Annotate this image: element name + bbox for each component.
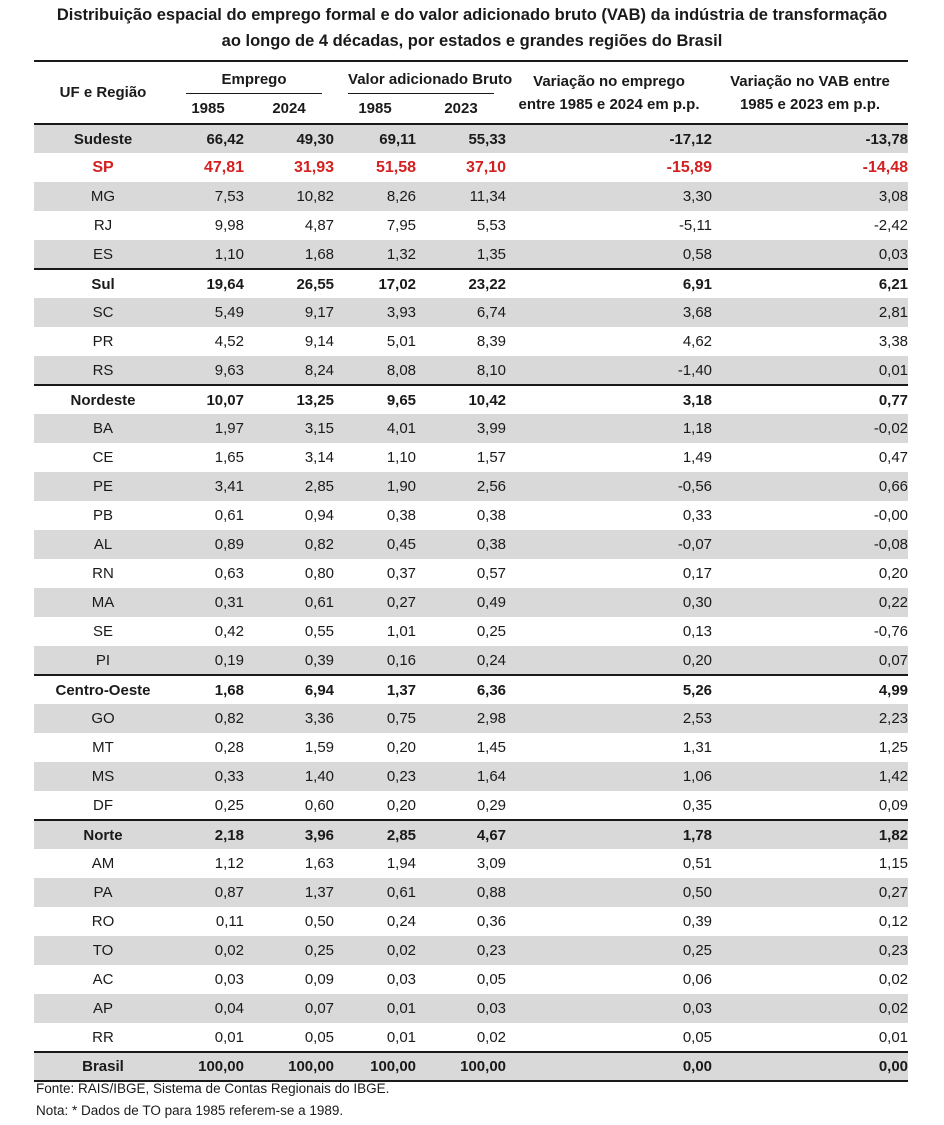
table-row: [34, 356, 908, 385]
table-row: [34, 1023, 908, 1052]
cell-value: 10,42: [468, 391, 507, 409]
cell-value: 10,07: [206, 391, 244, 409]
cell-value: 0,03: [878, 245, 909, 263]
cell-value: -14,48: [862, 158, 909, 176]
row-label: DF: [93, 796, 113, 814]
cell-value: -0,76: [873, 623, 909, 640]
cell-value: 0,24: [386, 913, 417, 930]
table-row: [34, 472, 908, 501]
cell-value: 2,23: [878, 710, 909, 727]
row-label: MG: [90, 188, 116, 205]
cell-value: 6,21: [878, 275, 909, 293]
cell-value: 0,20: [386, 796, 417, 814]
cell-value: 0,05: [682, 1028, 713, 1046]
cell-value: 1,37: [304, 884, 335, 901]
table-row: [34, 878, 908, 907]
table-row: [34, 588, 908, 617]
cell-value: 0,05: [304, 1028, 335, 1046]
cell-value: 1,10: [214, 245, 244, 263]
cell-value: 0,01: [878, 1028, 909, 1046]
row-label: PA: [93, 884, 113, 901]
table-row: [34, 965, 908, 994]
cell-value: 7,95: [386, 217, 417, 234]
table-row: [34, 530, 908, 559]
cell-value: 3,41: [214, 478, 244, 495]
table-body: [34, 124, 908, 1081]
table-row: [34, 559, 908, 588]
row-label: PE: [92, 478, 113, 495]
cell-value: 0,02: [386, 942, 417, 959]
cell-value: 100,00: [198, 1058, 244, 1075]
cell-value: 1,32: [386, 245, 417, 263]
table-row: [34, 414, 908, 443]
cell-value: 0,55: [304, 623, 335, 640]
cell-value: 4,99: [878, 681, 909, 699]
cell-value: 0,02: [878, 1000, 909, 1017]
row-label: RO: [91, 913, 115, 930]
cell-value: 0,25: [304, 942, 335, 959]
cell-value: 0,80: [304, 565, 335, 582]
cell-value: 0,19: [214, 651, 244, 669]
cell-value: 0,23: [386, 768, 417, 785]
cell-value: 3,30: [682, 188, 713, 205]
cell-value: -0,56: [677, 478, 713, 495]
table-row: [34, 791, 908, 820]
cell-value: 0,11: [215, 913, 244, 930]
table-row: [34, 269, 908, 298]
row-label: PB: [92, 507, 113, 524]
cell-value: 0,94: [304, 507, 335, 524]
cell-value: -0,00: [873, 507, 909, 524]
cell-value: 0,02: [476, 1028, 507, 1046]
cell-value: 0,00: [878, 1058, 909, 1075]
cell-value: 8,39: [476, 333, 507, 350]
cell-value: 2,81: [878, 304, 909, 321]
cell-value: 0,12: [878, 913, 909, 930]
table-row: [34, 704, 908, 733]
cell-value: 9,14: [304, 333, 335, 350]
cell-value: 4,87: [304, 217, 335, 234]
cell-value: 51,58: [375, 158, 417, 176]
table-row: [34, 443, 908, 472]
cell-value: 1,57: [476, 449, 507, 466]
table-row: [34, 501, 908, 530]
cell-value: 0,03: [386, 971, 417, 988]
cell-value: 0,37: [386, 565, 417, 582]
cell-value: 9,98: [214, 217, 244, 234]
cell-value: 1,64: [476, 768, 507, 785]
cell-value: 6,94: [304, 681, 335, 699]
cell-value: 5,26: [682, 681, 713, 699]
cell-value: 10,82: [296, 188, 335, 205]
cell-value: 3,09: [476, 855, 507, 872]
cell-value: -0,02: [873, 420, 909, 437]
cell-value: 0,38: [476, 536, 507, 553]
table-row: [34, 675, 908, 704]
cell-value: 66,42: [206, 130, 244, 148]
row-label: PI: [95, 651, 111, 669]
cell-value: 0,45: [386, 536, 417, 553]
cell-value: 6,36: [476, 681, 507, 699]
cell-value: 0,24: [476, 651, 507, 669]
cell-value: 0,02: [878, 971, 909, 988]
cell-value: 1,15: [878, 855, 909, 872]
cell-value: 3,08: [878, 188, 909, 205]
cell-value: -15,89: [666, 158, 713, 176]
row-label: BA: [92, 420, 113, 437]
cell-value: 8,24: [304, 361, 335, 379]
data-table: [34, 60, 908, 1082]
cell-value: 0,29: [476, 796, 507, 814]
cell-value: 0,01: [214, 1028, 244, 1046]
header-uf-regiao: UF e Região: [59, 84, 147, 101]
cell-value: 0,03: [682, 1000, 713, 1017]
row-label: MA: [91, 594, 115, 611]
cell-value: 5,53: [476, 217, 507, 234]
cell-value: 0,00: [682, 1058, 713, 1075]
cell-value: 0,03: [214, 971, 244, 988]
row-label: SP: [92, 158, 114, 176]
cell-value: 1,68: [214, 681, 244, 699]
cell-value: 1,10: [386, 449, 417, 466]
cell-value: 4,01: [386, 420, 417, 437]
cell-value: 23,22: [468, 275, 507, 293]
cell-value: 0,77: [878, 391, 909, 409]
table-row: [34, 211, 908, 240]
row-label: TO: [92, 942, 114, 959]
table-row: [34, 936, 908, 965]
cell-value: 0,23: [878, 942, 909, 959]
source-note: Fonte: RAIS/IBGE, Sistema de Contas Regionais do IBGE.: [36, 1081, 390, 1096]
cell-value: 26,55: [296, 275, 335, 293]
row-label: RS: [92, 361, 114, 379]
row-label: Norte: [83, 826, 123, 844]
cell-value: 0,61: [386, 884, 417, 901]
cell-value: 0,22: [878, 594, 909, 611]
cell-value: 7,53: [214, 188, 244, 205]
table-row: [34, 182, 908, 211]
cell-value: 47,81: [203, 158, 244, 176]
row-label: GO: [91, 710, 115, 727]
cell-value: 1,63: [304, 855, 335, 872]
cell-value: 49,30: [296, 130, 335, 148]
cell-value: 31,93: [293, 158, 335, 176]
cell-value: 0,61: [304, 594, 335, 611]
cell-value: 0,01: [386, 1028, 417, 1046]
table-row: [34, 646, 908, 675]
row-label: PR: [92, 333, 114, 350]
cell-value: 100,00: [460, 1058, 507, 1075]
table-row: [34, 385, 908, 414]
cell-value: 1,97: [214, 420, 244, 437]
cell-value: 0,39: [682, 913, 713, 930]
cell-value: 1,94: [386, 855, 417, 872]
cell-value: 3,14: [304, 449, 335, 466]
table-row: [34, 849, 908, 878]
cell-value: 0,58: [682, 245, 713, 263]
cell-value: 1,35: [476, 245, 507, 263]
cell-value: 0,88: [476, 884, 507, 901]
cell-value: 1,25: [878, 739, 909, 756]
cell-value: 1,49: [682, 449, 713, 466]
cell-value: -0,08: [873, 536, 909, 553]
cell-value: 9,65: [386, 391, 417, 409]
table-row: [34, 240, 908, 269]
cell-value: 2,98: [476, 710, 507, 727]
cell-value: 6,91: [682, 275, 713, 293]
table-row: [34, 617, 908, 646]
table-row: [34, 153, 908, 182]
cell-value: 0,33: [682, 507, 713, 524]
cell-value: 0,25: [682, 942, 713, 959]
cell-value: 5,01: [386, 333, 417, 350]
cell-value: 9,63: [214, 361, 244, 379]
cell-value: 0,50: [682, 884, 713, 901]
cell-value: 0,87: [214, 884, 244, 901]
header-variacao-emprego: Variação no emprego entre 1985 e 2024 em p.p.: [518, 72, 700, 113]
cell-value: 0,07: [878, 651, 909, 669]
cell-value: 0,36: [476, 913, 507, 930]
cell-value: 0,20: [878, 565, 909, 582]
cell-value: 11,34: [469, 188, 507, 205]
cell-value: 0,09: [878, 796, 909, 814]
cell-value: 1,37: [386, 681, 417, 699]
row-label: RJ: [93, 217, 113, 234]
row-label: AL: [93, 536, 113, 553]
cell-value: 0,23: [476, 942, 507, 959]
cell-value: 1,65: [214, 449, 244, 466]
cell-value: 0,60: [304, 796, 335, 814]
cell-value: 8,10: [476, 361, 507, 379]
cell-value: 3,93: [386, 304, 417, 321]
cell-value: 0,66: [878, 478, 909, 495]
cell-value: 0,04: [214, 1000, 244, 1017]
cell-value: 2,56: [476, 478, 507, 495]
cell-value: 0,07: [304, 1000, 335, 1017]
row-label: AP: [92, 1000, 113, 1017]
cell-value: 1,40: [304, 768, 335, 785]
cell-value: 0,63: [214, 565, 244, 582]
cell-value: -13,78: [865, 130, 909, 148]
cell-value: -1,40: [677, 361, 713, 379]
cell-value: 9,17: [304, 304, 335, 321]
cell-value: 0,13: [682, 623, 713, 640]
cell-value: 69,11: [379, 130, 417, 148]
cell-value: 0,20: [386, 739, 417, 756]
cell-value: 4,62: [682, 333, 713, 350]
table-row: [34, 327, 908, 356]
cell-value: 55,33: [468, 130, 507, 148]
table-title: [0, 0, 944, 54]
cell-value: 17,02: [378, 275, 417, 293]
cell-value: 3,99: [476, 420, 507, 437]
cell-value: 0,27: [386, 594, 417, 611]
cell-value: 2,85: [386, 826, 417, 844]
title-line-2: ao longo de 4 décadas, por estados e grandes regiões do Brasil: [221, 32, 723, 50]
cell-value: 0,06: [682, 971, 713, 988]
cell-value: 100,00: [370, 1058, 417, 1075]
cell-value: 0,33: [214, 768, 244, 785]
table-row: [34, 820, 908, 849]
cell-value: 37,10: [465, 158, 507, 176]
cell-value: 1,12: [214, 855, 244, 872]
cell-value: 0,35: [682, 796, 713, 814]
cell-value: 0,05: [476, 971, 507, 988]
row-label: ES: [92, 245, 113, 263]
cell-value: 1,82: [878, 826, 909, 844]
cell-value: 0,01: [386, 1000, 417, 1017]
cell-value: 0,39: [304, 651, 335, 669]
row-label: Sudeste: [73, 130, 133, 148]
cell-value: 2,85: [304, 478, 335, 495]
cell-value: 0,47: [878, 449, 909, 466]
cell-value: 1,68: [304, 245, 335, 263]
cell-value: 0,57: [476, 565, 507, 582]
table-row: [34, 907, 908, 936]
cell-value: 1,78: [682, 826, 713, 844]
cell-value: 2,18: [214, 826, 244, 844]
title-line-1: Distribuição espacial do emprego formal e do valor adicionado bruto (VAB) da indústria de transformação: [56, 6, 888, 24]
cell-value: 0,28: [214, 739, 244, 756]
row-label: SC: [92, 304, 114, 321]
cell-value: 4,52: [214, 333, 244, 350]
cell-value: 0,61: [214, 507, 244, 524]
cell-value: 0,03: [476, 1000, 507, 1017]
cell-value: 0,31: [214, 594, 244, 611]
cell-value: 0,42: [214, 623, 244, 640]
row-label: RR: [92, 1028, 114, 1046]
cell-value: 0,38: [476, 507, 507, 524]
cell-value: 100,00: [288, 1058, 335, 1075]
row-label: MT: [92, 739, 114, 756]
cell-value: 8,26: [386, 188, 417, 205]
cell-value: 0,17: [682, 565, 713, 582]
cell-value: 0,25: [476, 623, 507, 640]
cell-value: 0,49: [476, 594, 507, 611]
row-label: SE: [92, 623, 113, 640]
cell-value: 0,89: [214, 536, 244, 553]
cell-value: 0,16: [386, 651, 417, 669]
cell-value: -17,12: [669, 130, 713, 148]
cell-value: 0,01: [878, 361, 909, 379]
cell-value: 1,18: [682, 420, 713, 437]
cell-value: 13,25: [296, 391, 335, 409]
cell-value: 5,49: [214, 304, 244, 321]
header-vab: Valor adicionado Bruto: [334, 61, 506, 94]
header-year: 2024: [272, 100, 306, 117]
cell-value: 1,59: [304, 739, 335, 756]
table-row: [34, 298, 908, 327]
cell-value: 0,27: [878, 884, 909, 901]
table-row: [34, 762, 908, 791]
cell-value: 0,82: [304, 536, 335, 553]
cell-value: 2,53: [682, 710, 713, 727]
cell-value: 1,31: [682, 739, 713, 756]
cell-value: 3,36: [304, 710, 335, 727]
cell-value: 0,82: [214, 710, 244, 727]
cell-value: -2,42: [873, 217, 909, 234]
cell-value: 0,30: [682, 594, 713, 611]
table-header: [34, 61, 908, 124]
cell-value: 0,09: [304, 971, 335, 988]
cell-value: 3,38: [878, 333, 909, 350]
header-emprego: Emprego: [172, 61, 334, 94]
cell-value: 1,01: [386, 623, 417, 640]
row-label: AM: [91, 855, 115, 872]
table-row: [34, 733, 908, 762]
row-label: CE: [92, 449, 114, 466]
cell-value: 0,50: [304, 913, 335, 930]
cell-value: 0,25: [214, 796, 244, 814]
cell-value: 0,38: [386, 507, 417, 524]
cell-value: 8,08: [386, 361, 417, 379]
cell-value: 0,02: [214, 942, 244, 959]
cell-value: 1,45: [476, 739, 507, 756]
row-label: Centro-Oeste: [55, 681, 151, 699]
cell-value: 0,20: [682, 651, 713, 669]
footnotes: [36, 1078, 389, 1122]
header-variacao-vab: Variação no VAB entre 1985 e 2023 em p.p.: [730, 72, 890, 113]
cell-value: 6,74: [476, 304, 507, 321]
row-label: Sul: [91, 275, 115, 293]
cell-value: 1,06: [682, 768, 713, 785]
table-row: [34, 124, 908, 153]
row-label: AC: [92, 971, 114, 988]
cell-value: 0,51: [682, 855, 713, 872]
table-row: [34, 994, 908, 1023]
cell-value: 3,68: [682, 304, 713, 321]
row-label: Nordeste: [70, 391, 136, 409]
row-label: Brasil: [82, 1058, 124, 1075]
cell-value: 3,15: [304, 420, 335, 437]
row-label: MS: [91, 768, 115, 785]
header-year: 1985: [191, 100, 225, 117]
cell-value: -0,07: [677, 536, 713, 553]
table-row: [34, 1052, 908, 1081]
cell-value: 4,67: [476, 826, 507, 844]
cell-value: 1,90: [386, 478, 417, 495]
cell-value: 3,18: [682, 391, 713, 409]
data-note: Nota: * Dados de TO para 1985 referem-se a 1989.: [36, 1103, 344, 1118]
cell-value: 3,96: [304, 826, 335, 844]
cell-value: 0,75: [386, 710, 417, 727]
header-year: 1985: [358, 100, 392, 117]
cell-value: -5,11: [678, 217, 713, 234]
cell-value: 19,64: [206, 275, 244, 293]
row-label: RN: [92, 565, 114, 582]
header-year: 2023: [444, 100, 478, 117]
cell-value: 1,42: [878, 768, 909, 785]
